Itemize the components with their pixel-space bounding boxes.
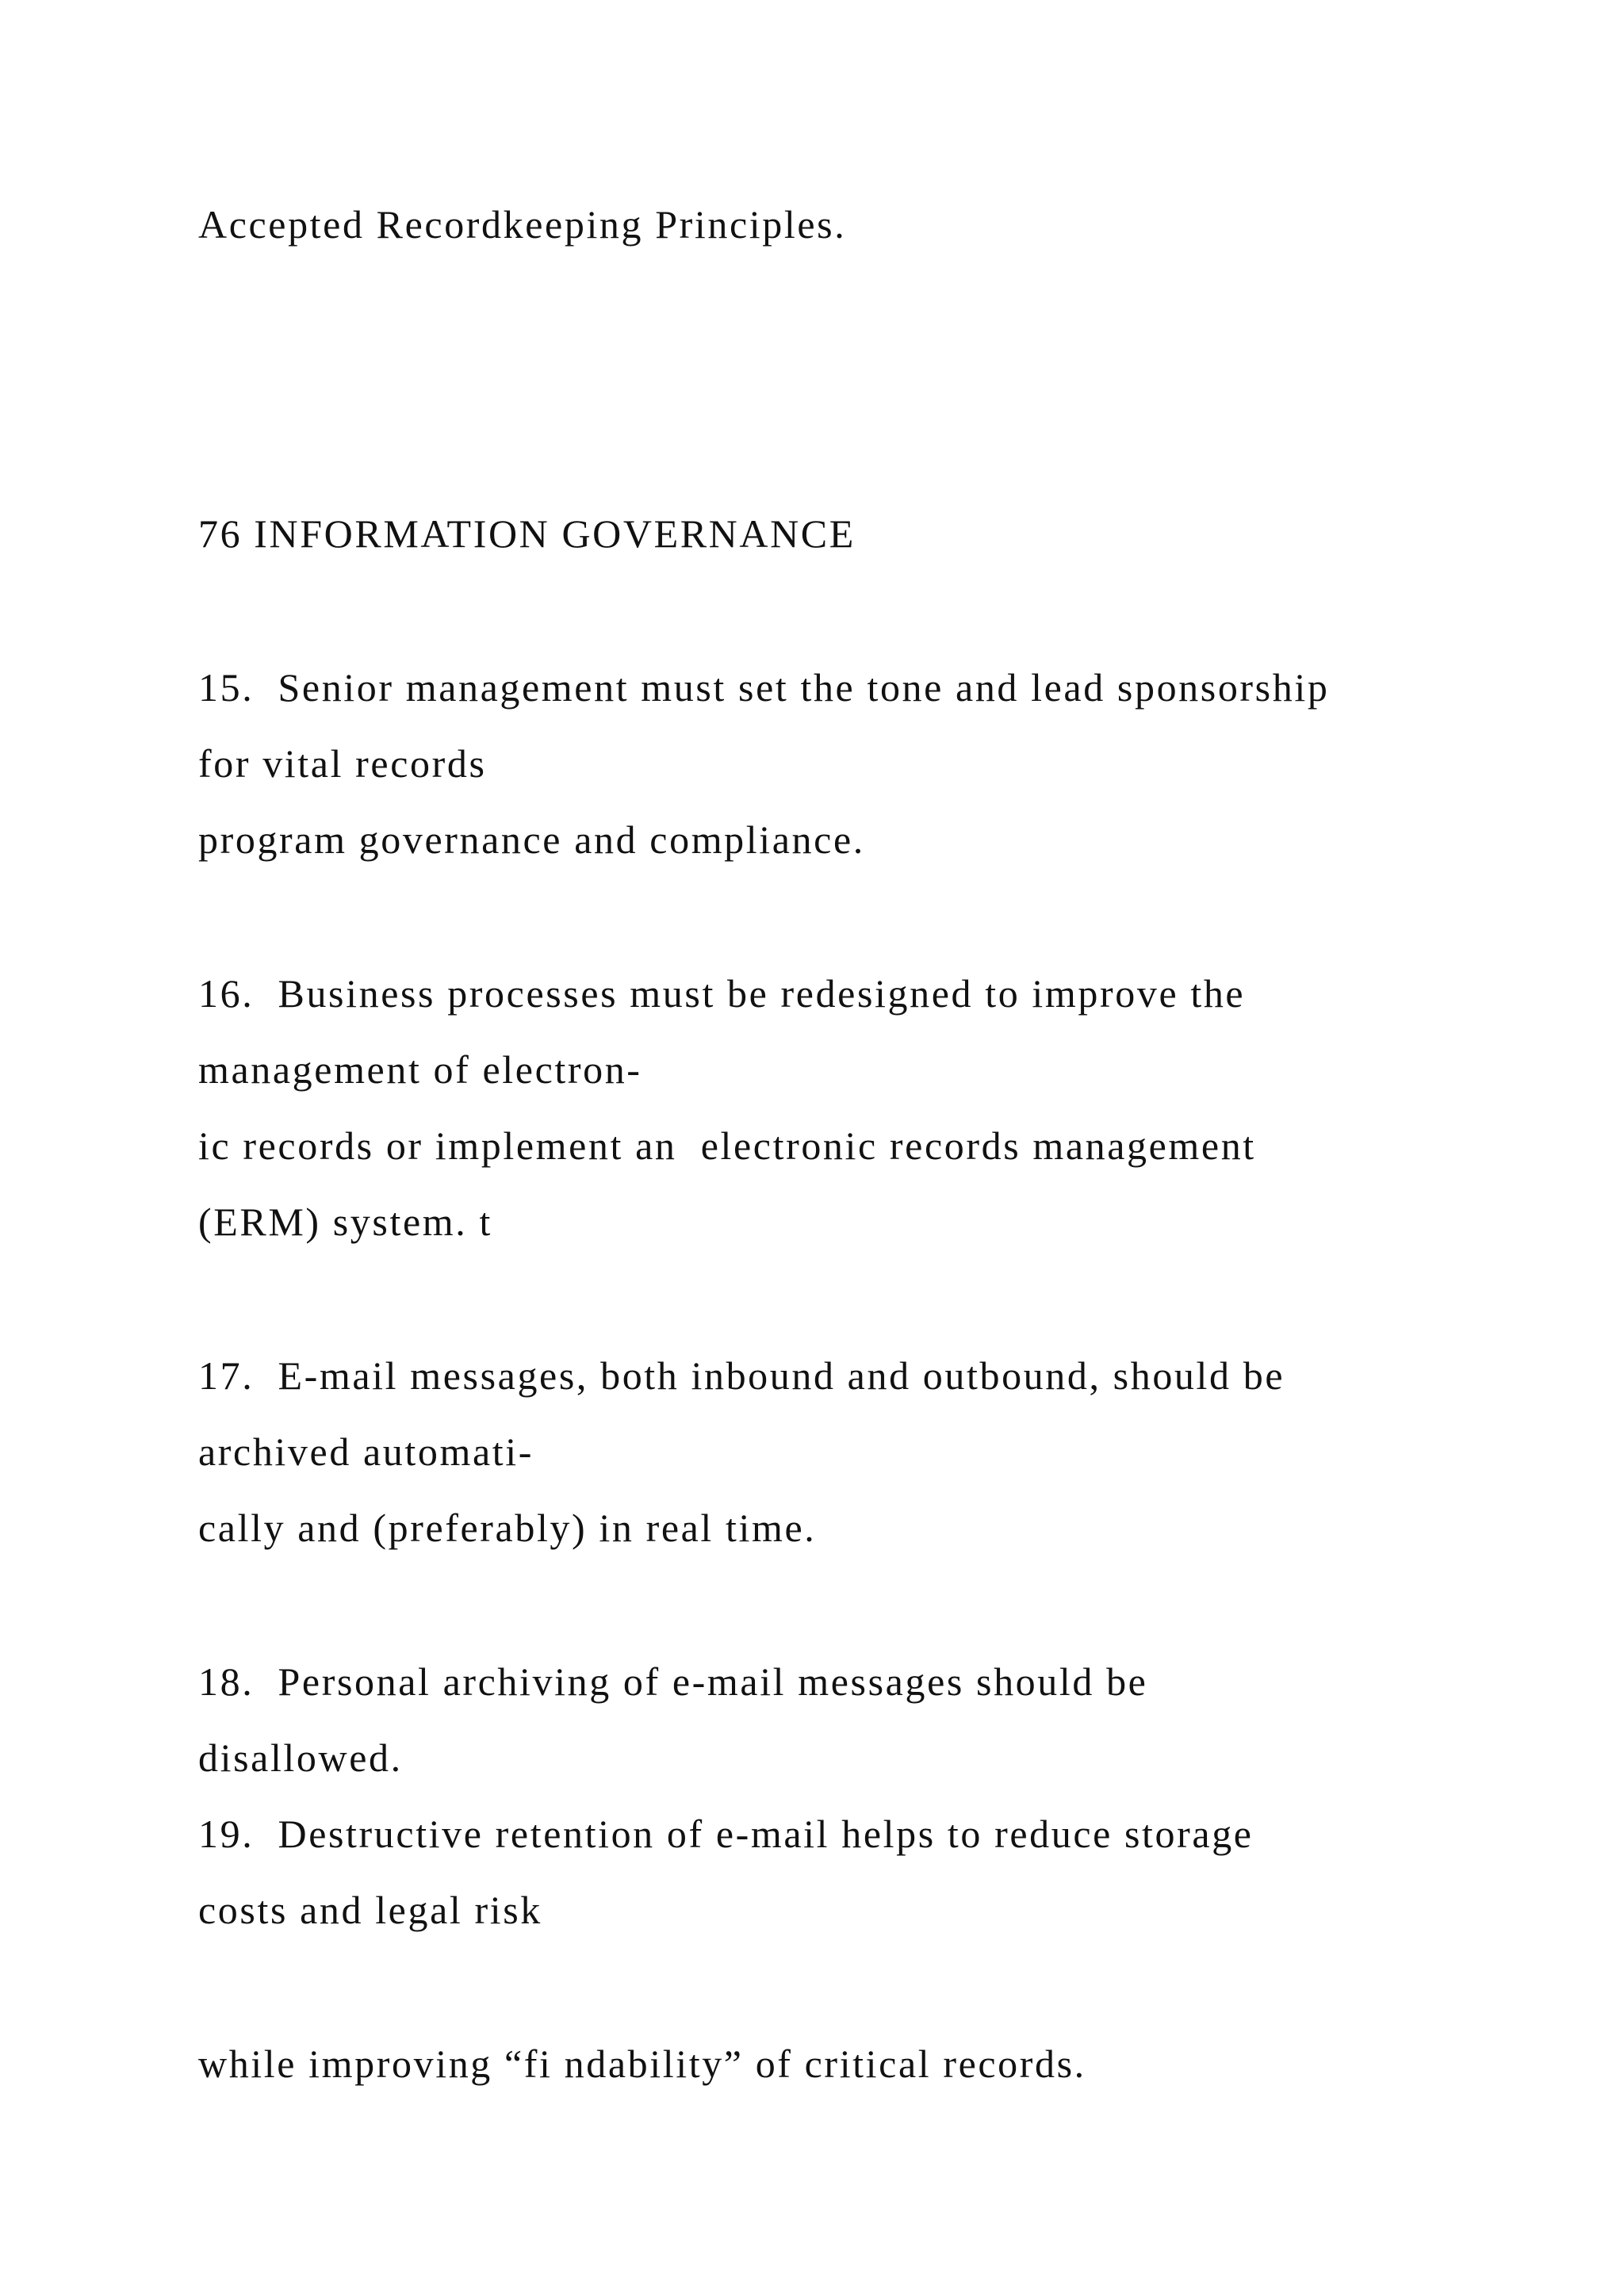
text-line: disallowed. (198, 1735, 403, 1780)
page-header: 76 INFORMATION GOVERNANCE (198, 511, 856, 556)
text-line: cally and (preferably) in real time. (198, 1506, 817, 1550)
text-line: 15. Senior management must set the tone and lead sponsorship (198, 665, 1330, 710)
text-line: for vital records (198, 741, 487, 786)
text-line: (ERM) system. t (198, 1200, 492, 1244)
text-line: archived automati- (198, 1429, 534, 1474)
text-line: while improving “fi ndability” of critical records. (198, 2042, 1086, 2086)
text-line: 19. Destructive retention of e-mail helps to reduce storage (198, 1812, 1254, 1856)
text-line: costs and legal risk (198, 1888, 542, 1932)
text-line: 18. Personal archiving of e-mail messages should be (198, 1659, 1148, 1704)
text-line: Accepted Recordkeeping Principles. (198, 202, 847, 247)
text-line: 17. E-mail messages, both inbound and outbound, should be (198, 1353, 1285, 1398)
text-line: program governance and compliance. (198, 817, 865, 862)
text-line: 16. Business processes must be redesigned to improve the (198, 971, 1246, 1016)
text-line: management of electron- (198, 1047, 642, 1092)
text-line: ic records or implement an electronic records management (198, 1123, 1256, 1168)
